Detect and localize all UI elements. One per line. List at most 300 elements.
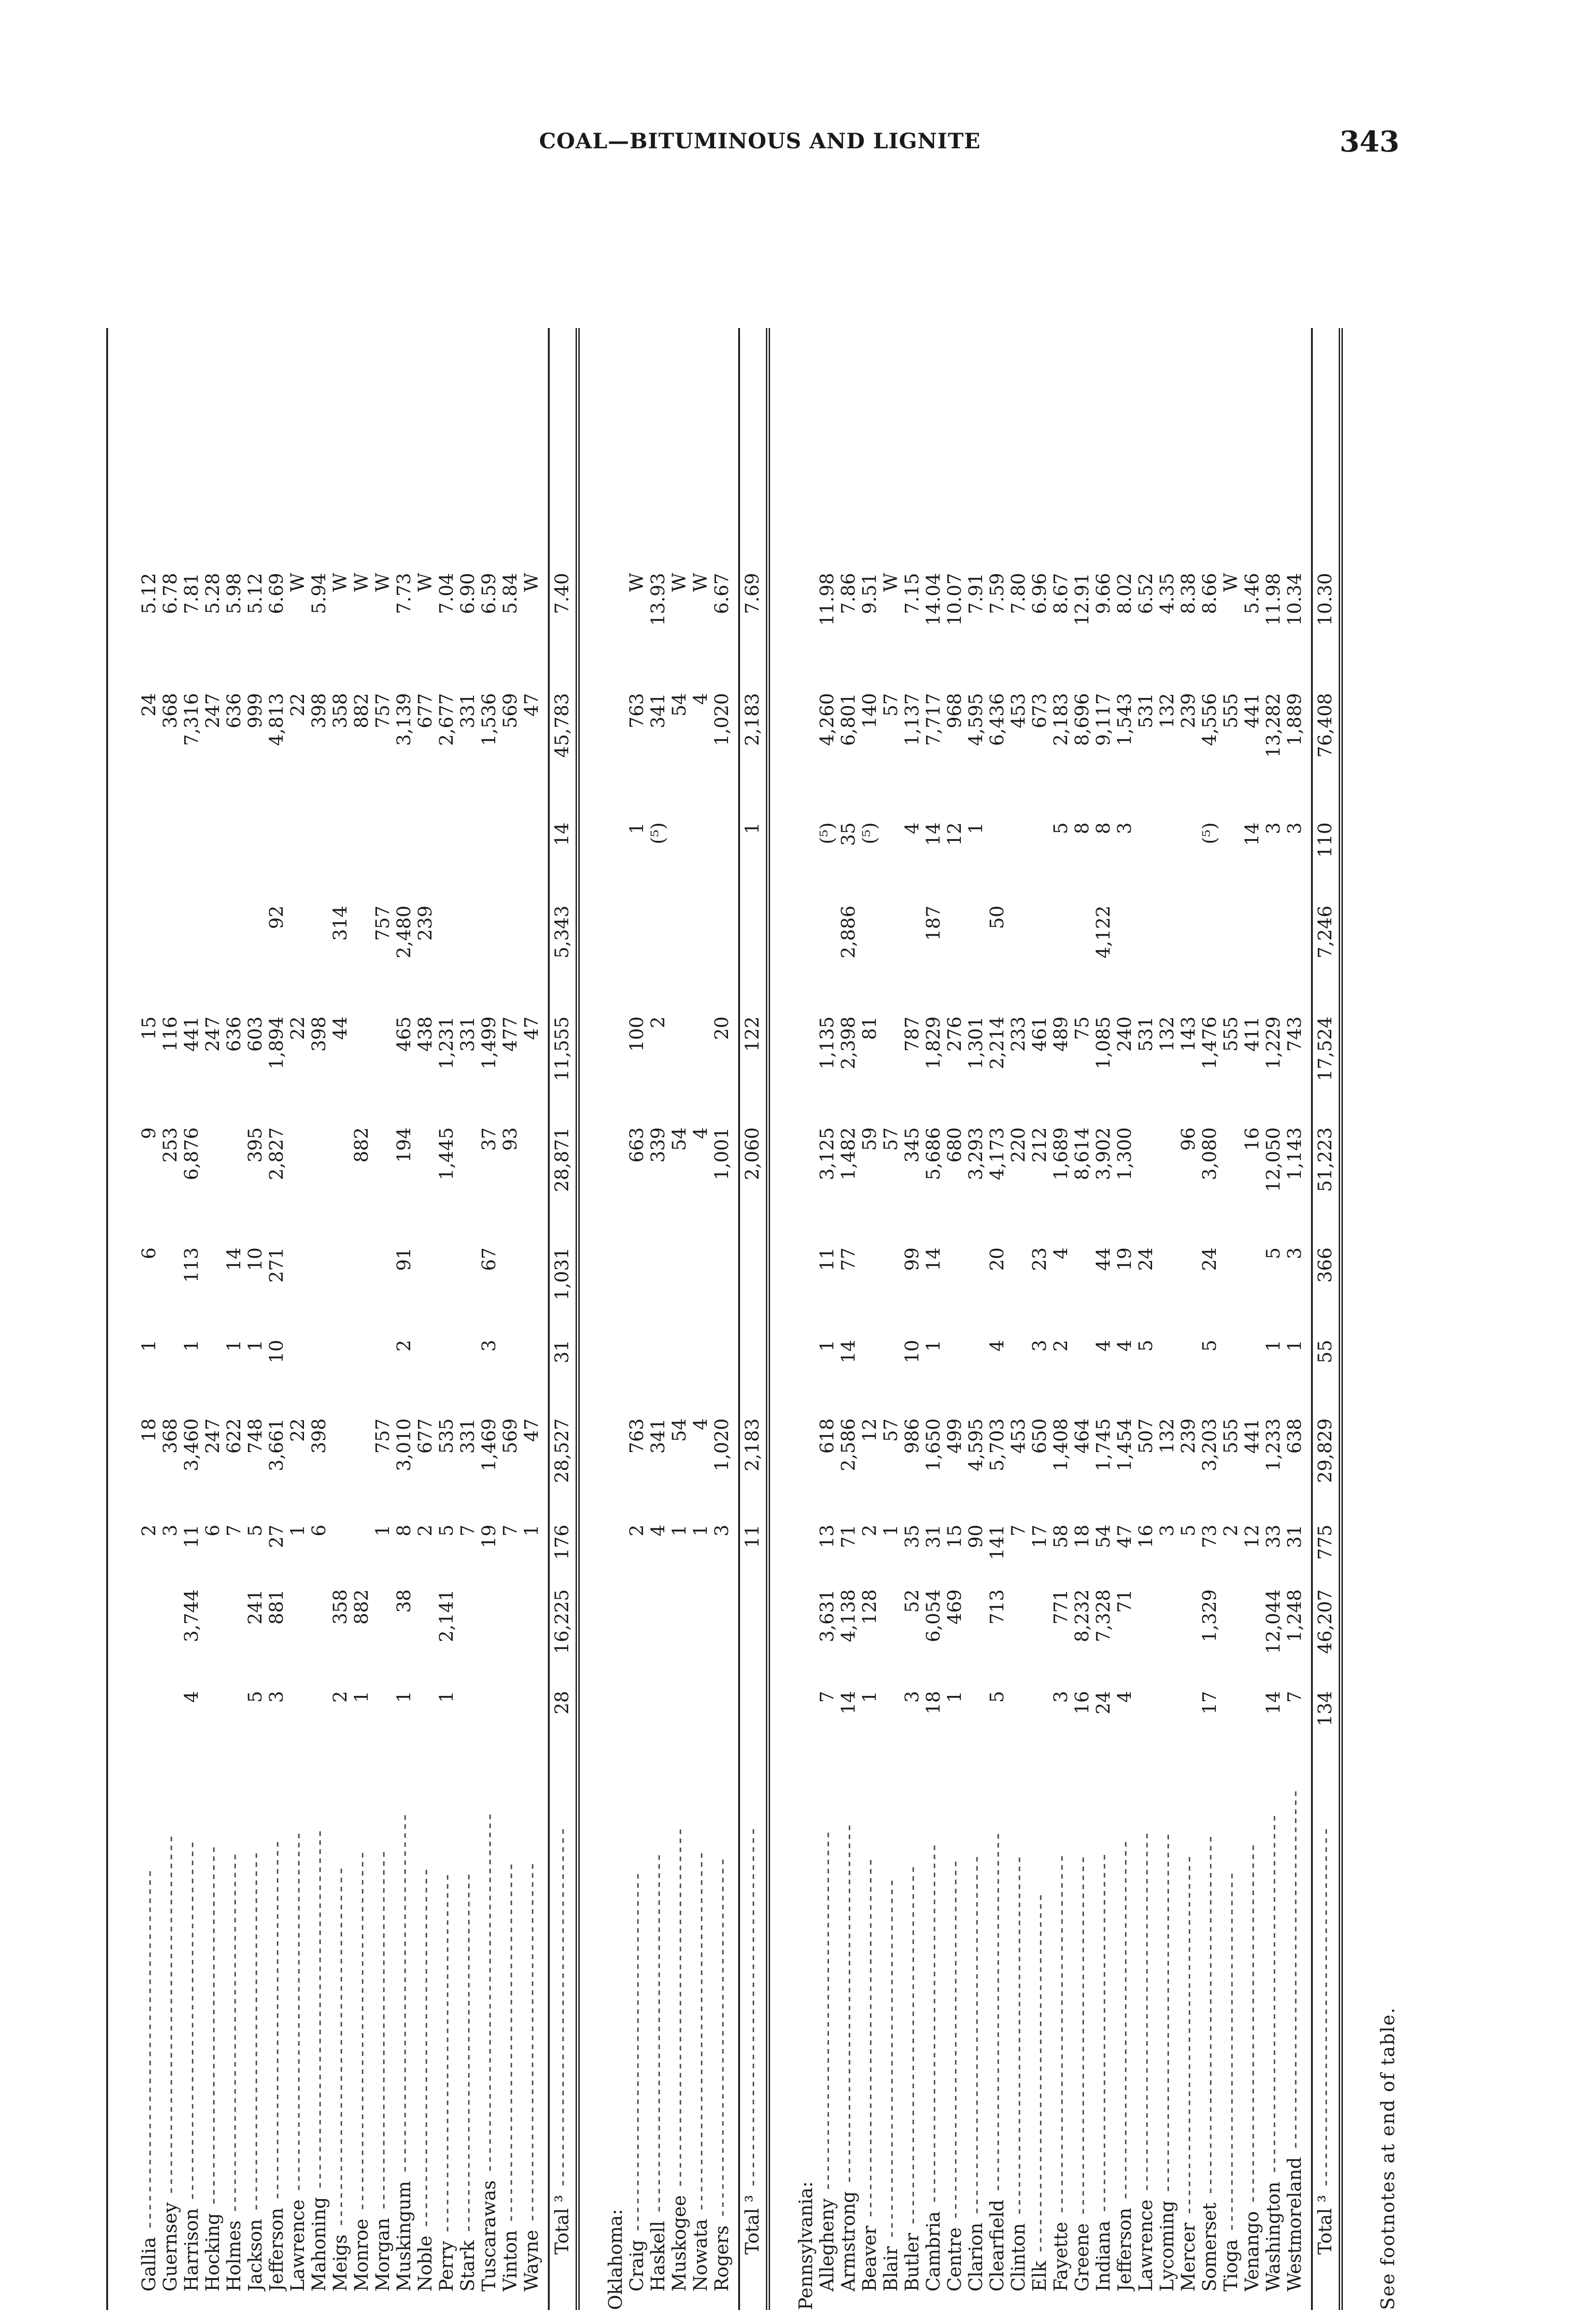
row-label: Lawrence ---------------------------------------- [1135, 1830, 1157, 2292]
table-cell: 96 [1178, 1127, 1199, 1151]
table-cell: 7.69 [742, 573, 763, 614]
table-cell: 2 [139, 1525, 160, 1537]
table-cell: 12 [944, 822, 965, 846]
table-row [902, 328, 923, 2310]
table-cell: 11 [181, 1525, 202, 1548]
table-cell: 44 [1093, 1247, 1114, 1271]
table-cell: 1 [521, 1525, 542, 1537]
leader-dots: ---------------------------------------- [742, 1825, 763, 2195]
table-cell: 1 [394, 1691, 415, 1703]
table-cell: 1,536 [479, 693, 500, 746]
table-row [351, 328, 372, 2310]
table-cell: 1 [287, 1525, 309, 1537]
table-cell: 358 [330, 1589, 351, 1625]
leader-dots: ---------------------------------------- [1029, 1891, 1050, 2261]
table-cell: 1,408 [1050, 1418, 1072, 1471]
table-row [415, 328, 436, 2310]
table-cell: 93 [500, 1127, 521, 1151]
row-label: Rogers ---------------------------------------- [711, 1856, 733, 2292]
table-cell: 1,031 [552, 1247, 573, 1301]
row-label: Noble ---------------------------------------- [415, 1866, 436, 2292]
table-cell: W [415, 573, 436, 592]
table-cell: 28,871 [552, 1127, 573, 1192]
table-cell: 13,282 [1263, 693, 1284, 758]
table-cell: 8.67 [1050, 573, 1072, 614]
table-cell: 132 [1157, 1418, 1178, 1454]
row-label: Washington ---------------------------------------- [1263, 1812, 1284, 2292]
table-cell: W [351, 573, 372, 592]
table-row [457, 328, 479, 2310]
table-cell: 464 [1072, 1418, 1093, 1454]
table-cell: 1,650 [923, 1418, 944, 1471]
table-cell: 47 [521, 1418, 542, 1442]
table-cell: 7 [500, 1525, 521, 1537]
table-cell: 5.46 [1242, 573, 1263, 614]
table-cell: 54 [669, 1418, 690, 1442]
table-cell: 17 [1199, 1691, 1220, 1714]
table-cell: 4 [987, 1340, 1008, 1352]
table-cell: 91 [394, 1247, 415, 1271]
table-cell: 16 [1135, 1525, 1157, 1548]
table-cell: 8,232 [1072, 1589, 1093, 1642]
table-cell: 2,677 [436, 693, 457, 746]
table-cell: 3,125 [817, 1127, 838, 1180]
table-cell: 24 [1093, 1691, 1114, 1714]
table-cell: 8 [394, 1525, 415, 1537]
table-cell: 20 [987, 1247, 1008, 1271]
table-row [479, 328, 500, 2310]
leader-dots: ---------------------------------------- [1008, 1854, 1029, 2224]
table-cell: 368 [160, 693, 181, 729]
row-label: Harrison ---------------------------------------- [181, 1839, 202, 2292]
table-row [1114, 328, 1135, 2310]
table-cell: 57 [880, 693, 902, 717]
table-cell: 881 [266, 1589, 287, 1625]
row-label: Gallia ---------------------------------------- [139, 1867, 160, 2292]
table-cell: 5.84 [500, 573, 521, 614]
table-cell: 341 [648, 693, 669, 729]
table-cell: 241 [245, 1589, 266, 1625]
table-cell: 2,183 [1050, 693, 1072, 746]
table-cell: 775 [1315, 1525, 1336, 1560]
table-cell: 239 [415, 906, 436, 941]
table-cell: 4,595 [965, 1418, 987, 1471]
table-cell: 44 [330, 1016, 351, 1040]
table-cell: 4 [902, 822, 923, 834]
table-cell: 5,343 [552, 906, 573, 959]
table-cell: 5 [1135, 1340, 1157, 1352]
leader-dots: ---------------------------------------- [224, 1851, 245, 2221]
table-cell: 2,480 [394, 906, 415, 959]
table-row [1050, 328, 1072, 2310]
table-cell: 314 [330, 906, 351, 941]
table-cell: 14 [224, 1247, 245, 1271]
table-row [859, 328, 880, 2310]
footnote-reference: See footnotes at end of table. [1378, 2006, 1399, 2310]
table-cell: 395 [245, 1127, 266, 1163]
row-label: Lawrence ---------------------------------------- [287, 1830, 309, 2292]
table-cell: 1,020 [711, 1418, 733, 1471]
table-row [224, 328, 245, 2310]
total-row [742, 328, 763, 2310]
table-cell: 1,829 [923, 1016, 944, 1070]
table-cell: 11.98 [817, 573, 838, 626]
table-cell: 5 [987, 1691, 1008, 1703]
table-cell: 20 [711, 1016, 733, 1040]
table-cell: 1 [965, 822, 987, 834]
table-cell: 4 [181, 1691, 202, 1703]
table-cell: 2 [626, 1525, 648, 1537]
table-cell: 54 [1093, 1525, 1114, 1548]
table-cell: 12,050 [1263, 1127, 1284, 1192]
table-cell: 2,060 [742, 1127, 763, 1180]
table-row [1220, 328, 1242, 2310]
table-cell: 1,454 [1114, 1418, 1135, 1471]
table-cell: 14 [923, 822, 944, 846]
table-cell: 17 [1029, 1525, 1050, 1548]
table-cell: 469 [944, 1589, 965, 1625]
total-row [552, 328, 573, 2310]
leader-dots: ---------------------------------------- [330, 1865, 351, 2235]
row-label: Jefferson ---------------------------------------- [1114, 1838, 1135, 2292]
table-row [372, 328, 394, 2310]
table-cell: 12.91 [1072, 573, 1093, 626]
table-cell: 7,316 [181, 693, 202, 746]
table-cell: 3,744 [181, 1589, 202, 1642]
table-cell: 240 [1114, 1016, 1135, 1052]
table-cell: 999 [245, 693, 266, 729]
section-double-rule [576, 328, 580, 2310]
table-row [1157, 328, 1178, 2310]
table-cell: 569 [500, 693, 521, 729]
table-cell: 441 [1242, 693, 1263, 729]
row-label: Morgan ---------------------------------------- [372, 1848, 394, 2292]
table-cell: 141 [987, 1525, 1008, 1560]
table-cell: 6,876 [181, 1127, 202, 1180]
table-cell: 7.59 [987, 573, 1008, 614]
table-cell: 673 [1029, 693, 1050, 729]
row-label: Butler ---------------------------------------- [902, 1863, 923, 2292]
table-cell: 2 [415, 1525, 436, 1537]
coal-production-table [106, 328, 1399, 2310]
table-cell: 2,183 [742, 693, 763, 746]
table-cell: 1 [817, 1340, 838, 1352]
table-cell: 531 [1135, 693, 1157, 729]
table-cell: 331 [457, 693, 479, 729]
subtotal-rule [548, 328, 550, 2310]
table-row [965, 328, 987, 2310]
table-cell: 986 [902, 1418, 923, 1454]
table-cell: 6.67 [711, 573, 733, 614]
table-cell: 9.51 [859, 573, 880, 614]
table-cell: 6.69 [266, 573, 287, 614]
table-cell: 7.40 [552, 573, 573, 614]
table-cell: 636 [224, 693, 245, 729]
table-cell: W [287, 573, 309, 592]
table-cell: 18 [1072, 1525, 1093, 1548]
leader-dots: ---------------------------------------- [1284, 1787, 1305, 2158]
table-cell: 3 [1050, 1691, 1072, 1703]
leader-dots: ---------------------------------------- [965, 1853, 987, 2223]
table-cell: 4,138 [838, 1589, 859, 1642]
table-cell: 9.66 [1093, 573, 1114, 614]
table-cell: 1,745 [1093, 1418, 1114, 1471]
table-cell: 7 [457, 1525, 479, 1537]
row-label: Centre ---------------------------------------- [944, 1858, 965, 2292]
table-cell: 3 [902, 1691, 923, 1703]
table-cell: 9 [139, 1127, 160, 1139]
table-cell: 33 [1263, 1525, 1284, 1548]
table-cell: 13 [817, 1525, 838, 1548]
row-label: Armstrong ---------------------------------------- [838, 1822, 859, 2292]
row-label: Monroe ---------------------------------------- [351, 1849, 372, 2292]
table-cell: 2,398 [838, 1016, 859, 1070]
table-cell: 331 [457, 1418, 479, 1454]
section-double-rule [1339, 328, 1343, 2310]
table-cell: 507 [1135, 1418, 1157, 1454]
table-cell: 128 [859, 1589, 880, 1625]
table-cell: 71 [838, 1525, 859, 1548]
table-cell: 2,141 [436, 1589, 457, 1642]
table-cell: 194 [394, 1127, 415, 1163]
row-label: Total ³ ---------------------------------------- [552, 1825, 573, 2255]
table-cell: 531 [1135, 1016, 1157, 1052]
table-cell: 247 [202, 1016, 224, 1052]
table-cell: 1,143 [1284, 1127, 1305, 1180]
table-cell: 22 [287, 1016, 309, 1040]
table-cell: 441 [1242, 1418, 1263, 1454]
table-cell: 71 [1114, 1589, 1135, 1613]
table-cell: 8.66 [1199, 573, 1220, 614]
table-cell: (⁵) [1199, 822, 1220, 845]
table-cell: 763 [626, 1418, 648, 1454]
table-cell: 1,689 [1050, 1127, 1072, 1180]
table-cell: 247 [202, 1418, 224, 1454]
table-cell: 3,010 [394, 1418, 415, 1471]
table-cell: 1,231 [436, 1016, 457, 1070]
table-row [436, 328, 457, 2310]
leader-dots: ---------------------------------------- [669, 1826, 690, 2195]
table-cell: 441 [181, 1016, 202, 1052]
table-cell: 6,054 [923, 1589, 944, 1642]
table-cell: 1 [742, 822, 763, 834]
leader-dots: ---------------------------------------- [415, 1866, 436, 2236]
leader-dots: ---------------------------------------- [1135, 1830, 1157, 2200]
table-cell: 4 [1114, 1691, 1135, 1703]
table-cell: 345 [902, 1127, 923, 1163]
table-cell: 73 [1199, 1525, 1220, 1548]
table-cell: 4,122 [1093, 906, 1114, 959]
table-cell: 1 [372, 1525, 394, 1537]
table-cell: 341 [648, 1418, 669, 1454]
subtotal-rule [738, 328, 740, 2310]
row-label: Beaver ---------------------------------------- [859, 1856, 880, 2292]
table-row [648, 328, 669, 2310]
table-cell: 1,499 [479, 1016, 500, 1070]
table-cell: 1 [880, 1525, 902, 1537]
table-cell: 75 [1072, 1016, 1093, 1040]
table-cell: 13.93 [648, 573, 669, 626]
table-cell: 339 [648, 1127, 669, 1163]
table-cell: 2 [330, 1691, 351, 1703]
table-cell: 3,139 [394, 693, 415, 746]
table-cell: 1 [923, 1340, 944, 1352]
table-cell: 2,827 [266, 1127, 287, 1180]
table-cell: 1,543 [1114, 693, 1135, 746]
table-cell: 57 [880, 1418, 902, 1442]
table-cell: 5 [1199, 1340, 1220, 1352]
table-cell: 271 [266, 1247, 287, 1283]
leader-dots: ---------------------------------------- [1157, 1831, 1178, 2201]
row-label: Lycoming ---------------------------------------- [1157, 1831, 1178, 2292]
table-cell: 10 [902, 1340, 923, 1363]
table-cell: 3,080 [1199, 1127, 1220, 1180]
table-cell: 713 [987, 1589, 1008, 1625]
table-cell: 477 [500, 1016, 521, 1052]
table-cell: 5 [1050, 822, 1072, 834]
table-cell: 3,631 [817, 1589, 838, 1642]
table-cell: 29,829 [1315, 1418, 1336, 1483]
table-cell: 8.38 [1178, 573, 1199, 614]
table-cell: 1,445 [436, 1127, 457, 1180]
table-cell: 239 [1178, 693, 1199, 729]
section-label: Pennsylvania: [795, 2181, 817, 2310]
table-cell: 8.02 [1114, 573, 1135, 614]
table-cell: 5.12 [245, 573, 266, 614]
table-cell: 6.52 [1135, 573, 1157, 614]
table-cell: 1 [224, 1340, 245, 1352]
table-cell: 38 [394, 1589, 415, 1613]
table-cell: 187 [923, 906, 944, 941]
row-label: Greene ---------------------------------------- [1072, 1854, 1093, 2292]
table-row [880, 328, 902, 2310]
table-cell: 411 [1242, 1016, 1263, 1052]
table-cell: 7.80 [1008, 573, 1029, 614]
table-cell: W [1220, 573, 1242, 592]
table-cell: 453 [1008, 1418, 1029, 1454]
table-cell: 3 [1284, 1247, 1305, 1259]
leader-dots: ---------------------------------------- [859, 1856, 880, 2226]
table-cell: 76,408 [1315, 693, 1336, 758]
table-row [1178, 328, 1199, 2310]
table-cell: 787 [902, 1016, 923, 1052]
table-cell: 8 [1072, 822, 1093, 834]
table-cell: 2 [648, 1016, 669, 1028]
table-cell: 2 [1220, 1525, 1242, 1537]
table-cell: 10 [266, 1340, 287, 1363]
table-cell: 757 [372, 1418, 394, 1454]
row-label: Clarion ---------------------------------------- [965, 1853, 987, 2292]
leader-dots: ---------------------------------------- [1072, 1854, 1093, 2224]
table-cell: W [690, 573, 711, 592]
leader-dots: ---------------------------------------- [266, 1838, 287, 2208]
table-cell: 882 [351, 693, 372, 729]
leader-dots: ---------------------------------------- [838, 1822, 859, 2191]
table-row [1029, 328, 1050, 2310]
table-cell: 1,476 [1199, 1016, 1220, 1070]
table-cell: 14.04 [923, 573, 944, 626]
table-cell: 7 [1284, 1691, 1305, 1703]
table-cell: 7.91 [965, 573, 987, 614]
table-cell: W [626, 573, 648, 592]
table-cell: 499 [944, 1418, 965, 1454]
table-cell: 1 [181, 1340, 202, 1352]
table-cell: 1,001 [711, 1127, 733, 1180]
table-cell: 569 [500, 1418, 521, 1454]
table-row [1263, 328, 1284, 2310]
table-cell: 331 [457, 1016, 479, 1052]
table-cell: 1 [139, 1340, 160, 1352]
table-cell: 748 [245, 1418, 266, 1454]
table-cell: 4,595 [965, 693, 987, 746]
table-row [309, 328, 330, 2310]
table-cell: 54 [669, 1127, 690, 1151]
table-cell: 5,703 [987, 1418, 1008, 1471]
table-cell: 220 [1008, 1127, 1029, 1163]
row-label: Meigs ---------------------------------------- [330, 1865, 351, 2292]
table-row [394, 328, 415, 2310]
table-cell: 212 [1029, 1127, 1050, 1163]
table-cell: 1 [1284, 1340, 1305, 1352]
leader-dots: ---------------------------------------- [711, 1856, 733, 2225]
leader-dots: ---------------------------------------- [139, 1867, 160, 2237]
row-label: Jackson ---------------------------------------- [245, 1849, 266, 2292]
row-label: Clinton ---------------------------------------- [1008, 1854, 1029, 2292]
table-row [690, 328, 711, 2310]
table-cell: 6 [139, 1247, 160, 1259]
leader-dots: ---------------------------------------- [287, 1830, 309, 2200]
leader-dots: ---------------------------------------- [309, 1828, 330, 2197]
table-cell: 12 [1242, 1525, 1263, 1548]
table-row [987, 328, 1008, 2310]
table-cell: 5 [436, 1525, 457, 1537]
table-cell: 757 [372, 906, 394, 941]
table-cell: 12 [859, 1418, 880, 1442]
table-cell: 7.04 [436, 573, 457, 614]
table-cell: 1,137 [902, 693, 923, 746]
section-double-rule [766, 328, 770, 2310]
leader-dots: ---------------------------------------- [902, 1863, 923, 2233]
table-cell: 1 [690, 1525, 711, 1537]
total-row [1315, 328, 1336, 2310]
table-cell: 16,225 [552, 1589, 573, 1654]
table-cell: 638 [1284, 1418, 1305, 1454]
table-cell: 46,207 [1315, 1589, 1336, 1654]
table-cell: 10 [245, 1247, 266, 1271]
table-cell: 5,686 [923, 1127, 944, 1180]
table-cell: 5.94 [309, 573, 330, 614]
table-cell: 140 [859, 693, 880, 729]
table-cell: 5.98 [224, 573, 245, 614]
table-row [1093, 328, 1114, 2310]
table-cell: 8,696 [1072, 693, 1093, 746]
table-cell: 27 [266, 1525, 287, 1548]
table-cell: 6 [202, 1525, 224, 1537]
table-cell: 6.90 [457, 573, 479, 614]
table-cell: 3 [1029, 1340, 1050, 1352]
row-label: Allegheny ---------------------------------------- [817, 1829, 838, 2292]
table-cell: 7,717 [923, 693, 944, 746]
table-cell: 52 [902, 1589, 923, 1613]
table-cell: 368 [160, 1418, 181, 1454]
table-cell: 15 [944, 1525, 965, 1548]
table-cell: 143 [1178, 1016, 1199, 1052]
table-cell: 1 [351, 1691, 372, 1703]
table-cell: 14 [1263, 1691, 1284, 1714]
leader-dots: ---------------------------------------- [160, 1833, 181, 2202]
table-cell: W [880, 573, 902, 592]
table-cell: 4 [1114, 1340, 1135, 1352]
